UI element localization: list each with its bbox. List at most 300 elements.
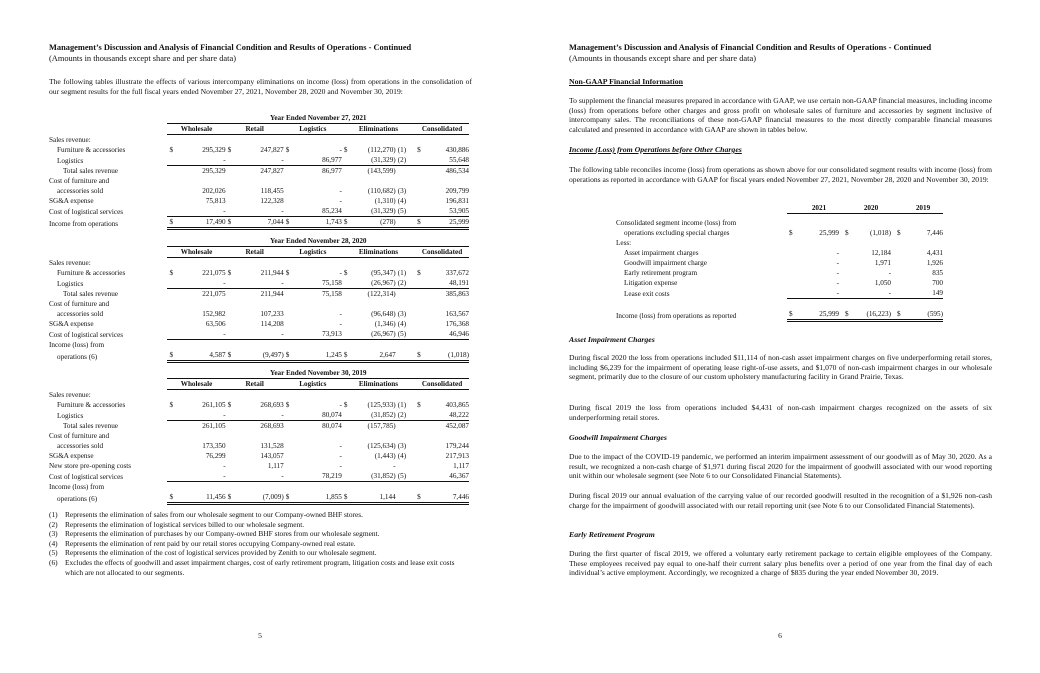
- cell-value: 385,863: [445, 290, 469, 298]
- currency-symbol: [284, 196, 295, 206]
- currency-symbol: [226, 441, 237, 451]
- footnote-number: (5): [49, 548, 58, 558]
- cell-value: 48,222: [426, 410, 469, 421]
- currency-symbol: $: [845, 229, 849, 237]
- cell-value: [426, 431, 469, 441]
- table-title-row: [49, 236, 469, 247]
- currency-symbol: [415, 451, 426, 461]
- currency-symbol: [226, 390, 237, 401]
- cell-value: -: [178, 278, 225, 289]
- cell-value: [426, 340, 469, 351]
- table-row: [49, 299, 469, 309]
- currency-symbol: [839, 268, 849, 278]
- footnote-ref: [396, 492, 415, 504]
- table-row: [49, 155, 469, 166]
- cell-value: 452,087: [445, 422, 469, 430]
- table-row: [49, 206, 469, 217]
- cell-value: [236, 431, 283, 441]
- currency-symbol: [226, 329, 237, 340]
- currency-symbol: [342, 155, 353, 166]
- cell-value: [178, 135, 225, 146]
- table-spacer: [616, 203, 787, 214]
- left-footnotes: [49, 510, 472, 577]
- cell-value: -: [339, 146, 342, 154]
- page-right: [520, 0, 1040, 673]
- row-label: Consolidated segment income (loss) from: [616, 219, 737, 227]
- currency-symbol: [167, 196, 178, 206]
- currency-symbol: $: [787, 309, 797, 321]
- currency-symbol: [342, 431, 353, 441]
- cell-value: 7,446: [926, 229, 943, 237]
- income-heading: Income (Loss) from Operations before Other Charges: [569, 145, 742, 154]
- cell-value: 179,244: [445, 442, 469, 450]
- cell-value: 25,999: [426, 217, 469, 229]
- footnote-number: (6): [49, 557, 58, 567]
- currency-symbol: $: [284, 217, 295, 229]
- cell-value: [236, 176, 283, 186]
- income-paragraph: The following table reconciles income (loss) from operations as shown above for our consolidated segment results with income (loss) from operations as reported in accordance with GAAP for fiscal years ended November 27, 2021, November 28, 2020 and November 30, 2019:: [569, 165, 992, 184]
- cell-value: 48,191: [426, 278, 469, 289]
- cell-value: -: [339, 197, 342, 205]
- cell-value: 268,693: [260, 401, 284, 409]
- recon-row: [616, 228, 943, 238]
- row-label: Cost of logistical services: [49, 207, 124, 216]
- cell-value: 268,693: [260, 422, 284, 430]
- currency-symbol: $: [417, 401, 421, 409]
- currency-symbol: $: [226, 350, 237, 362]
- currency-symbol: [284, 309, 295, 319]
- cell-value: [178, 299, 225, 309]
- footnote-ref: [396, 482, 415, 493]
- currency-symbol: $: [169, 269, 174, 277]
- currency-symbol: [415, 299, 426, 309]
- footnote-ref: (3): [397, 310, 407, 318]
- footnote-ref: [396, 350, 415, 362]
- currency-symbol: [167, 451, 178, 461]
- currency-symbol: [167, 340, 178, 351]
- currency-symbol: [226, 278, 237, 289]
- row-label: Goodwill impairment charge: [624, 259, 707, 267]
- right-header-title: Management’s Discussion and Analysis of Financial Condition and Results of Operations - Continued: [569, 43, 932, 52]
- cell-value: [849, 218, 891, 228]
- currency-symbol: [891, 278, 901, 288]
- currency-symbol: [284, 471, 295, 482]
- currency-symbol: [415, 186, 426, 196]
- cell-value: 46,946: [426, 329, 469, 340]
- column-header: Wholesale: [167, 124, 225, 135]
- footnote-ref: (4): [397, 197, 407, 205]
- currency-symbol: [226, 196, 237, 206]
- currency-symbol: [415, 258, 426, 269]
- currency-symbol: [167, 155, 178, 166]
- currency-symbol: $: [167, 492, 178, 504]
- row-label: operations (6): [57, 494, 98, 503]
- row-label: SG&A expense: [49, 320, 94, 328]
- cell-value: -: [339, 269, 342, 277]
- column-header: Eliminations: [342, 379, 415, 390]
- cell-value: 261,105: [202, 422, 226, 430]
- table-row: [49, 278, 469, 289]
- cell-value: (31,329): [353, 206, 396, 217]
- row-label: [616, 299, 787, 310]
- cell-value: 295,329: [202, 146, 226, 154]
- currency-symbol: [284, 340, 295, 351]
- cell-value: 4,431: [926, 249, 943, 257]
- cell-value: 247,827: [260, 146, 284, 154]
- row-label: Sales revenue:: [49, 136, 91, 144]
- currency-symbol: [167, 319, 178, 329]
- currency-symbol: $: [343, 401, 348, 409]
- currency-symbol: [167, 329, 178, 340]
- currency-symbol: $: [169, 146, 174, 154]
- year-header: 2020: [839, 203, 891, 214]
- table-row: [49, 186, 469, 196]
- currency-symbol: [167, 309, 178, 319]
- currency-symbol: [226, 186, 237, 196]
- currency-symbol: [342, 390, 353, 401]
- footnote-ref: [396, 340, 415, 351]
- currency-symbol: [226, 289, 237, 300]
- cell-value: 202,026: [202, 187, 226, 195]
- recon-row: [616, 258, 943, 268]
- currency-symbol: [167, 431, 178, 441]
- table-fy2019: [49, 368, 469, 505]
- currency-symbol: [787, 248, 797, 258]
- row-label: Sales revenue:: [49, 259, 91, 267]
- currency-symbol: $: [417, 269, 421, 277]
- cell-value: 261,105: [202, 401, 226, 409]
- footnote-item: [49, 510, 472, 520]
- currency-symbol: [167, 258, 178, 269]
- row-label: Logistics: [57, 279, 84, 288]
- cell-value: (95,347): [371, 269, 396, 277]
- currency-symbol: [839, 218, 849, 228]
- cell-value: -: [339, 310, 342, 318]
- cell-value: (125,933): [367, 401, 396, 409]
- currency-symbol: [284, 329, 295, 340]
- row-label: Cost of logistical services: [49, 330, 124, 339]
- cell-value: 1,971: [874, 259, 891, 267]
- currency-symbol: [284, 206, 295, 217]
- left-intro-paragraph: The following tables illustrate the effects of various intercompany eliminations on income (loss) from operations in the consolidation of our segment results for the full fiscal years ended November 27, 2021, November 28, 2020 and November 30, 2019:: [49, 77, 472, 96]
- cell-value: [353, 431, 396, 441]
- footnote-number: (2): [49, 519, 58, 529]
- cell-value: -: [797, 288, 839, 299]
- cell-value: (122,314): [367, 290, 396, 298]
- cell-value: 337,672: [445, 269, 469, 277]
- currency-symbol: [226, 309, 237, 319]
- currency-symbol: [284, 410, 295, 421]
- currency-symbol: [226, 166, 237, 177]
- currency-symbol: $: [891, 309, 901, 321]
- cell-value: -: [339, 187, 342, 195]
- row-label: Logistics: [57, 411, 84, 420]
- recon-row: [616, 218, 943, 228]
- footnote-ref: [396, 431, 415, 441]
- table-row: [49, 309, 469, 319]
- row-label: Logistics: [57, 156, 84, 165]
- row-label: Total sales revenue: [63, 290, 118, 298]
- currency-symbol: $: [227, 146, 232, 154]
- cell-value: 430,886: [445, 146, 469, 154]
- table-spacer: [49, 379, 167, 390]
- table-spacer: [49, 236, 167, 247]
- cell-value: 209,799: [445, 187, 469, 195]
- column-header: Retail: [226, 247, 284, 258]
- currency-symbol: $: [789, 229, 793, 237]
- right-header-subtitle: (Amounts in thousands except share and per share data): [569, 54, 756, 63]
- table-row: [49, 471, 469, 482]
- footnote-text: Excludes the effects of goodwill and asset impairment charges, cost of early retirement program, litigation costs and lease exit costs which are not allocated to our segments.: [65, 557, 455, 577]
- cell-value: 118,455: [260, 187, 284, 195]
- currency-symbol: [342, 206, 353, 217]
- currency-symbol: [415, 482, 426, 493]
- row-label: Furniture & accessories: [57, 146, 126, 154]
- column-header: Eliminations: [342, 247, 415, 258]
- cell-value: (112,270): [367, 146, 396, 154]
- currency-symbol: [226, 340, 237, 351]
- currency-symbol: [226, 206, 237, 217]
- row-label: Total sales revenue: [63, 167, 118, 175]
- cell-value: [426, 390, 469, 401]
- currency-symbol: [415, 431, 426, 441]
- currency-symbol: $: [415, 492, 426, 504]
- currency-symbol: [167, 482, 178, 493]
- cell-value: -: [836, 279, 839, 287]
- currency-symbol: [342, 186, 353, 196]
- currency-symbol: [342, 451, 353, 461]
- cell-value: 403,865: [445, 401, 469, 409]
- cell-value: 152,982: [202, 310, 226, 318]
- column-header: Wholesale: [167, 379, 225, 390]
- currency-symbol: [167, 176, 178, 186]
- currency-symbol: [284, 319, 295, 329]
- cell-value: 86,977: [322, 167, 342, 175]
- currency-symbol: [167, 166, 178, 177]
- currency-symbol: [787, 268, 797, 278]
- cell-value: -: [339, 320, 342, 328]
- cell-value: -: [339, 401, 342, 409]
- currency-symbol: [284, 289, 295, 300]
- currency-symbol: [787, 278, 797, 288]
- currency-symbol: [284, 441, 295, 451]
- row-label: Income (loss) from: [49, 483, 105, 491]
- cell-value: -: [849, 288, 891, 299]
- footnote-ref: [396, 135, 415, 146]
- table-row: [49, 492, 469, 504]
- footnote-ref: [396, 390, 415, 401]
- currency-symbol: [284, 176, 295, 186]
- cell-value: 80,074: [322, 422, 342, 430]
- cell-value: [353, 390, 396, 401]
- cell-value: [178, 431, 225, 441]
- footnote-ref: (5): [396, 329, 415, 340]
- table-title: Year Ended November 28, 2020: [167, 236, 469, 247]
- cell-value: (157,785): [367, 422, 396, 430]
- currency-symbol: $: [343, 269, 348, 277]
- currency-symbol: [226, 258, 237, 269]
- table-spacer: [49, 368, 167, 379]
- cell-value: -: [236, 155, 283, 166]
- row-label: accessories sold: [57, 442, 104, 450]
- table-row: [49, 196, 469, 206]
- currency-symbol: [284, 482, 295, 493]
- cell-value: (9,497): [236, 350, 283, 362]
- cell-value: 486,534: [445, 167, 469, 175]
- column-header: Retail: [226, 379, 284, 390]
- cell-value: [236, 390, 283, 401]
- currency-symbol: [226, 299, 237, 309]
- recon-row: [616, 299, 943, 310]
- footnote-ref: [396, 217, 415, 229]
- footnote-ref: [396, 461, 415, 471]
- left-header-title: Management’s Discussion and Analysis of Financial Condition and Results of Operations - Continued: [49, 43, 412, 52]
- currency-symbol: [342, 329, 353, 340]
- cell-value: 1,050: [874, 279, 891, 287]
- cell-value: [295, 135, 342, 146]
- currency-symbol: $: [285, 146, 290, 154]
- currency-symbol: [342, 289, 353, 300]
- row-label: Income from operations: [49, 219, 119, 228]
- footnote-ref: [396, 176, 415, 186]
- cell-value: 73,913: [295, 329, 342, 340]
- currency-symbol: [167, 278, 178, 289]
- footnote-ref: (3): [397, 187, 407, 195]
- footnote-ref: [396, 166, 415, 177]
- cell-value: -: [236, 278, 283, 289]
- cell-value: [353, 340, 396, 351]
- goodwill-paragraph-2: During fiscal 2019 our annual evaluation of the carrying value of our recorded goodwill resulted in the recognition of a $1,926 non-cash charge for the impairment of goodwill associated with our retail reporting unit (see Note 6 to our Consolidated Financial Statements).: [569, 491, 992, 510]
- footnote-item: [49, 539, 472, 549]
- currency-symbol: [342, 258, 353, 269]
- currency-symbol: $: [227, 401, 232, 409]
- currency-symbol: [415, 289, 426, 300]
- cell-value: [353, 258, 396, 269]
- currency-symbol: [226, 421, 237, 432]
- table-row: [49, 390, 469, 401]
- cell-value: [178, 340, 225, 351]
- cell-value: (26,967): [353, 329, 396, 340]
- cell-value: (1,018): [426, 350, 469, 362]
- cell-value: 835: [932, 269, 943, 277]
- currency-symbol: [839, 299, 849, 310]
- left-header-subtitle: (Amounts in thousands except share and per share data): [49, 54, 236, 63]
- currency-symbol: [167, 299, 178, 309]
- table-row: [49, 400, 469, 410]
- currency-symbol: [342, 278, 353, 289]
- cell-value: -: [236, 410, 283, 421]
- asset-impairment-paragraph-1: During fiscal 2020 the loss from operations included $11,114 of non-cash asset impairment charges on five underperforming retail stores, including $6,239 for the impairment of operating lease right-of-use assets, and $1,070 of non-cash impairment charges in our wholesale segment, primarily due to the closure of our custom upholstery manufacturing facility in Grand Prairie, Texas.: [569, 353, 992, 382]
- asset-impairment-paragraph-2: During fiscal 2019 the loss from operations included $4,431 of non-cash impairment charges recognized on the assets of six underperforming retail stores.: [569, 403, 992, 422]
- column-header: Wholesale: [167, 247, 225, 258]
- table-row: [49, 166, 469, 177]
- currency-symbol: [167, 461, 178, 471]
- footnote-ref: (1): [397, 269, 407, 277]
- cell-value: 1,117: [267, 462, 284, 470]
- currency-symbol: [284, 278, 295, 289]
- currency-symbol: [167, 421, 178, 432]
- early-retirement-paragraph: During the first quarter of fiscal 2019, we offered a voluntary early retirement package to certain eligible employees of the Company. These employees received pay equal to one-half their current salary plus benefits over a period of one year from the final day of each individual’s active employment. Accordingly, we recognized a charge of $835 during the year ended November 30, 2019.: [569, 549, 992, 578]
- currency-symbol: [415, 319, 426, 329]
- nongaap-heading: Non-GAAP Financial Information: [569, 77, 683, 86]
- cell-value: 149: [901, 288, 943, 299]
- cell-value: (31,852): [353, 471, 396, 482]
- cell-value: 1,926: [926, 259, 943, 267]
- table-row: [49, 319, 469, 329]
- currency-symbol: [342, 441, 353, 451]
- row-label: Asset impairment charges: [624, 249, 699, 257]
- footnote-item: [49, 558, 472, 577]
- cell-value: 122,328: [260, 197, 284, 205]
- table-row: [49, 329, 469, 340]
- table-row: [49, 431, 469, 441]
- currency-symbol: [415, 176, 426, 186]
- table-fy2020: [49, 236, 469, 363]
- currency-symbol: $: [342, 217, 353, 229]
- cell-value: [295, 299, 342, 309]
- cell-value: (1,346): [374, 320, 396, 328]
- table-row: [49, 258, 469, 269]
- table-title: Year Ended November 30, 2019: [167, 368, 469, 379]
- currency-symbol: [415, 340, 426, 351]
- cell-value: (143,599): [367, 167, 396, 175]
- currency-symbol: [342, 471, 353, 482]
- table-title-row: [49, 368, 469, 379]
- currency-symbol: $: [169, 401, 174, 409]
- footnote-ref: [396, 289, 415, 300]
- row-label: Income (loss) from: [49, 341, 105, 349]
- cell-value: 17,490: [178, 217, 225, 229]
- currency-symbol: [284, 135, 295, 146]
- cell-value: 131,528: [260, 442, 284, 450]
- footnote-ref: (2): [396, 155, 415, 166]
- row-label: Less:: [616, 239, 632, 247]
- cell-value: (16,223): [849, 309, 891, 321]
- cell-value: 7,044: [236, 217, 283, 229]
- cell-value: 247,827: [260, 167, 284, 175]
- currency-symbol: $: [343, 146, 348, 154]
- cell-value: (96,648): [371, 310, 396, 318]
- cell-value: 196,831: [445, 197, 469, 205]
- cell-value: [178, 390, 225, 401]
- currency-symbol: [342, 340, 353, 351]
- cell-value: 75,813: [205, 197, 226, 205]
- cell-value: [353, 135, 396, 146]
- currency-symbol: [167, 471, 178, 482]
- goodwill-paragraph-1: Due to the impact of the COVID-19 pandemic, we performed an interim impairment assessment of our goodwill as of May 30, 2020. As a result, we recognized a non-cash charge of $1,971 during fiscal 2020 for the impairment of goodwill associated with our wood reporting unit within our wholesale segment (see Note 6 to our Consolidated Financial Statements).: [569, 452, 992, 481]
- currency-symbol: [415, 278, 426, 289]
- currency-symbol: $: [415, 217, 426, 229]
- footnote-ref: (5): [396, 206, 415, 217]
- row-label: Furniture & accessories: [57, 401, 126, 409]
- column-header: Consolidated: [415, 247, 469, 258]
- footnote-item: [49, 529, 472, 539]
- currency-symbol: [342, 135, 353, 146]
- currency-symbol: [284, 421, 295, 432]
- currency-symbol: [415, 309, 426, 319]
- cell-value: -: [836, 249, 839, 257]
- cell-value: [426, 482, 469, 493]
- year-header: 2019: [891, 203, 943, 214]
- cell-value: -: [223, 462, 226, 470]
- currency-symbol: [226, 451, 237, 461]
- currency-symbol: [415, 166, 426, 177]
- currency-symbol: [415, 461, 426, 471]
- table-row: [49, 461, 469, 471]
- currency-symbol: [415, 390, 426, 401]
- cell-value: -: [339, 452, 342, 460]
- column-header: Logistics: [284, 247, 342, 258]
